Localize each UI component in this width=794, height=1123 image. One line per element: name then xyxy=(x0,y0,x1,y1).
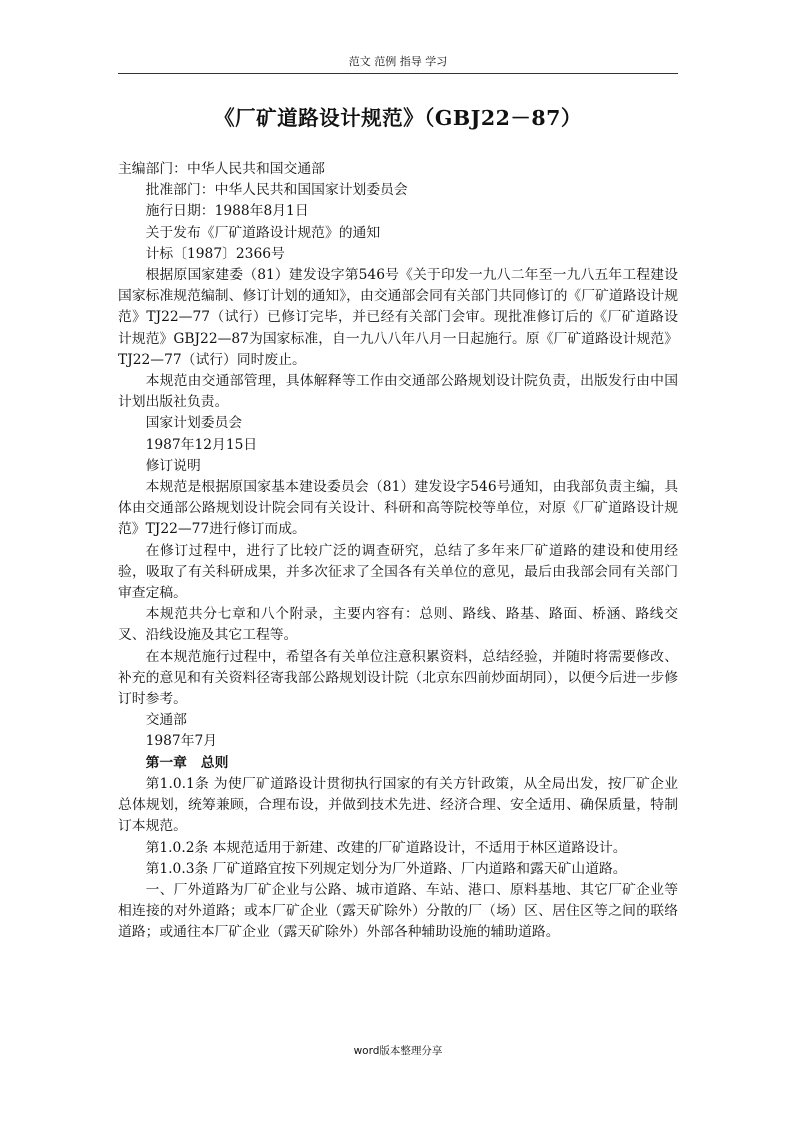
document-title: 《厂矿道路设计规范》（GBJ22－87） xyxy=(214,106,582,130)
document-number: 计标〔1987〕2366号 xyxy=(145,245,285,262)
article: 第1.0.3条 厂矿道路宜按下列规定划分为厂外道路、厂内道路和露天矿山道路。 xyxy=(145,860,627,877)
chapter-heading: 第一章 总则 xyxy=(145,754,229,771)
article: 第1.0.2条 本规范适用于新建、改建的厂矿道路设计，不适用于林区道路设计。 xyxy=(145,839,627,856)
paragraph: 本规范是根据原国家基本建设委员会（81）建发设字546号通知，由我部负责主编，具体由交通部公路规划设计院会同有关设计、科研和高等院校等单位，对原《厂矿道路设计规范》TJ22—77进行修订而成。 xyxy=(118,479,678,538)
paragraph: 在本规范施行过程中，希望各有关单位注意积累资料，总结经验，并随时将需要修改、补充的意见和有关资料径寄我部公路规划设计院（北京东四前炒面胡同），以便今后进一步修订时参考。 xyxy=(118,648,678,708)
signature-org: 交通部 xyxy=(145,712,187,729)
list-item: 一、厂外道路为厂矿企业与公路、城市道路、车站、港口、原料基地、其它厂矿企业等相连接的对外道路；或本厂矿企业（露天矿除外）分散的厂（场）区、居住区等之间的联络道路；或通往本厂矿企业（露天矿除外）外部各种辅助设施的辅助道路。 xyxy=(118,881,678,941)
paragraph: 在修订过程中，进行了比较广泛的调查研究，总结了多年来厂矿道路的建设和使用经验，吸取了有关科研成果，并多次征求了全国各有关单位的意见，最后由我部会同有关部门审查定稿。 xyxy=(118,542,678,602)
page-header: 范文 范例 指导 学习 xyxy=(118,55,678,74)
paragraph: 本规范共分七章和八个附录，主要内容有：总则、路线、路基、路面、桥涵、路线交叉、沿线设施及其它工程等。 xyxy=(118,606,678,644)
article: 第1.0.1条 为使厂矿道路设计贯彻执行国家的有关方针政策，从全局出发，按厂矿企业总体规划，统筹兼顾，合理布设，并做到技术先进、经济合理、安全适用、确保质量，特制订本规范。 xyxy=(118,775,678,835)
signature-org: 国家计划委员会 xyxy=(145,415,243,432)
effective-date-line: 施行日期：1988年8月1日 xyxy=(145,203,309,220)
approver-line: 批准部门：中华人民共和国国家计划委员会 xyxy=(145,182,408,199)
editor-line: 主编部门：中华人民共和国交通部 xyxy=(118,161,325,177)
signature-date: 1987年12月15日 xyxy=(145,436,258,453)
signature-date: 1987年7月 xyxy=(145,733,218,750)
notice-title: 关于发布《厂矿道路设计规范》的通知 xyxy=(145,224,381,241)
revision-heading: 修订说明 xyxy=(145,457,201,474)
document-body xyxy=(118,159,678,944)
paragraph: 本规范由交通部管理，具体解释等工作由交通部公路规划设计院负责，出版发行由中国计划出版社负责。 xyxy=(118,373,678,411)
paragraph: 根据原国家建委（81）建发设字第546号《关于印发一九八二年至一九八五年工程建设国家标准规范编制、修订计划的通知》，由交通部会同有关部门共同修订的《厂矿道路设计规范》TJ22—77（试行）已修订完毕，并已经有关部门会审。现批准修订后的《厂矿道路设计规范》GBJ22—87为国家标准，自一九八八年八月一日起施行。原《厂矿道路设计规范》TJ22—77（试行）同时废止。 xyxy=(118,267,678,368)
page-footer: word版本整理分享 xyxy=(353,1045,443,1057)
